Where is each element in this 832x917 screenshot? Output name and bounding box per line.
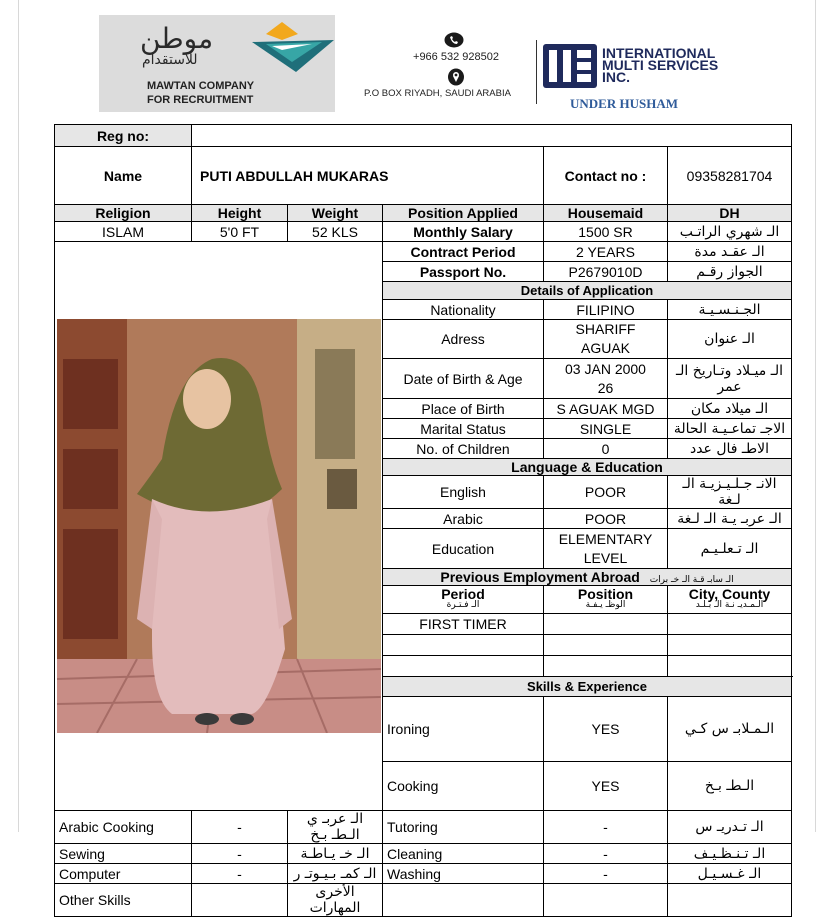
dob-value [544,359,668,399]
skill-value: - [544,864,668,884]
marital-value: SINGLE [544,419,668,439]
skill-label: Cooking [383,762,544,811]
company-arabic-name: موطن [140,22,214,55]
prev-period-value: FIRST TIMER [383,614,544,635]
skill-label: Ironing [383,697,544,762]
nationality-label: Nationality [383,300,544,320]
partner-name-line1: INTERNATIONAL [602,45,716,61]
partner-name-line3: INC. [602,69,630,85]
previous-employment-en: Previous Employment Abroad [440,569,640,585]
reg-no-label: Reg no: [55,125,192,147]
contact-label: Contact no : [544,147,668,205]
partner-name [602,47,718,83]
contract-value: 2 YEARS [544,242,668,262]
education-value [544,529,668,569]
salary-value: 1500 SR [544,222,668,242]
phone-number: +966 532 928502 [413,51,499,63]
period-header [383,586,544,614]
height-value: 5'0 FT [192,222,288,242]
arabic-label: Arabic [383,509,544,529]
position-col-header [544,586,668,614]
prev-empty-cell [383,656,544,677]
phone-icon [444,32,464,48]
po-box-address: P.O BOX RIYADH, SAUDI ARABIA [364,88,511,99]
salary-label: Monthly Salary [383,222,544,242]
skill-value: - [544,844,668,864]
skill-value: - [192,811,288,844]
passport-ar: الجواز رقـم [668,262,792,282]
prev-city-value [668,614,792,635]
dob-label: Date of Birth & Age [383,359,544,399]
position-header: Position Applied [383,205,544,222]
nationality-ar: الجـنـسـيـة [668,300,792,320]
name-label: Name [55,147,192,205]
under-label: UNDER HUSHAM [570,96,678,111]
header-divider [536,40,537,104]
skill-ar: الـ عربـ ي الـطـ بـخ [288,811,383,844]
age-value: 26 [597,379,614,396]
passport-label: Passport No. [383,262,544,282]
company-name-line1: MAWTAN COMPANY [147,80,255,92]
skill-ar: الـ تـدريـ س [668,811,792,844]
position-col-en: Position [577,585,634,602]
nationality-value: FILIPINO [544,300,668,320]
position-value: Housemaid [544,205,668,222]
education-label: Education [383,529,544,569]
contact-value: 09358281704 [668,147,792,205]
position-col-ar: الوظـ يـفـة [585,599,626,610]
salary-ar: الـ شهري الراتـب [668,222,792,242]
skill-value: - [192,864,288,884]
address-ar: الـ عنوان [668,320,792,359]
weight-value: 52 KLS [288,222,383,242]
dob-ar: الـ ميـلاد وتـاريخ الـ عمر [668,359,792,399]
company-english-name [147,79,254,107]
birthplace-ar: الـ ميلاد مكان [668,399,792,419]
address-value-line1: SHARIFF [575,321,636,337]
birthplace-value: S AGUAK MGD [544,399,668,419]
name-value: PUTI ABDULLAH MUKARAS [192,147,544,205]
prev-empty-cell [668,656,792,677]
prev-position-value [544,614,668,635]
birthplace-label: Place of Birth [383,399,544,419]
arabic-ar: الـ عربـ يـة الـ لـغة [668,509,792,529]
skill-ar: الـ خـ يـاطـة [288,844,383,864]
religion-value: ISLAM [55,222,192,242]
skill-label: Tutoring [383,811,544,844]
skill-row [55,864,792,884]
skill-label [383,884,544,917]
city-col-header [668,586,792,614]
dob-date: 03 JAN 2000 [565,360,646,377]
language-title: Language & Education [383,459,792,476]
skill-label: Other Skills [55,884,192,917]
english-ar: الانـ جـلـيـزيـة الـ لـغة [668,476,792,509]
english-value: POOR [544,476,668,509]
position-code: DH [668,205,792,222]
city-col-ar: الـمـديـ نـة الـ بـلـد [695,599,764,610]
children-value: 0 [544,439,668,459]
address-value [544,320,668,359]
weight-header: Weight [288,205,383,222]
prev-empty-cell [383,635,544,656]
skills-title: Skills & Experience [383,677,792,697]
contract-label: Contract Period [383,242,544,262]
skill-value: - [544,811,668,844]
period-header-ar: الـ فـتـرة [446,599,480,610]
partner-name-line2: MULTI SERVICES [602,57,719,73]
skill-ar: الـ تـنـظـيـف [668,844,792,864]
education-value-line1: ELEMENTARY [558,530,653,547]
marital-label: Marital Status [383,419,544,439]
period-header-en: Period [441,585,485,602]
previous-employment-title [383,569,792,586]
arabic-value: POOR [544,509,668,529]
company-arabic-sub: للاستقدام [142,52,198,68]
location-pin-icon [448,68,464,86]
passport-value: P2679010D [544,262,668,282]
skill-value [544,884,668,917]
prev-empty-cell [544,635,668,656]
marital-ar: الاجـ تماعـيـة الحالة [668,419,792,439]
previous-employment-ar: الـ سابـ قـة الـ خـ برات [649,575,734,585]
skill-label: Computer [55,864,192,884]
skill-ar [668,884,792,917]
skill-label: Sewing [55,844,192,864]
skill-value [192,884,288,917]
ims-logo-icon [543,42,597,90]
height-header: Height [192,205,288,222]
application-form [54,124,792,917]
skill-ar: الأخرى المهارات [288,884,383,917]
applicant-photo-image [57,319,381,733]
prev-empty-cell [544,656,668,677]
english-label: English [383,476,544,509]
education-value-line2: LEVEL [583,549,628,566]
religion-header: Religion [55,205,192,222]
applicant-photo [57,319,381,733]
skill-value: YES [544,697,668,762]
details-title: Details of Application [383,282,792,300]
education-ar: الـ تـعلـيـم [668,529,792,569]
skill-label: Washing [383,864,544,884]
children-ar: الاطـ فال عدد [668,439,792,459]
skill-label: Cleaning [383,844,544,864]
reg-no-value [192,125,792,147]
prev-empty-cell [668,635,792,656]
skill-ar: الـطـ بـخ [668,762,792,811]
skill-row [55,811,792,844]
skill-value: YES [544,762,668,811]
skill-row [55,844,792,864]
contract-ar: الـ عقـد مدة [668,242,792,262]
skill-ar: الـ غـسـيـل [668,864,792,884]
skill-label: Arabic Cooking [55,811,192,844]
address-value-line2: AGUAK [580,340,630,356]
city-col-en: City, County [688,585,771,602]
photo-cell [55,242,383,811]
skill-row [55,884,792,917]
company-name-line2: FOR RECRUITMENT [147,94,254,106]
skill-ar: الـمـلابـ س كـي [668,697,792,762]
children-label: No. of Children [383,439,544,459]
mawtan-logo-icon [252,22,334,72]
skill-ar: الـ كمـ بـيـوتـ ر [288,864,383,884]
skill-value: - [192,844,288,864]
address-label: Adress [383,320,544,359]
